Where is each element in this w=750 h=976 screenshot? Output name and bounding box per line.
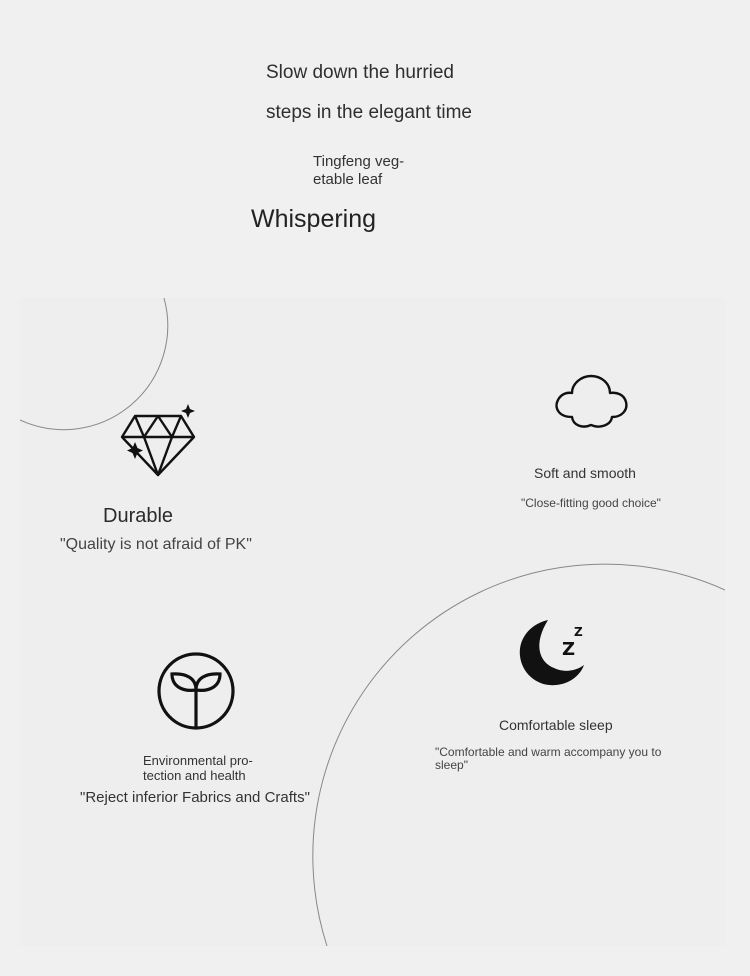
diamond-icon (118, 402, 198, 478)
cloud-icon (552, 373, 630, 431)
environment-title (143, 753, 263, 783)
sleep-quote: "Comfortable and warm accompany you to sleep" (435, 745, 662, 772)
headline-line-2: steps in the elegant time (266, 102, 472, 123)
page-title: Whispering (251, 205, 377, 233)
environment-title-text: Environmental pro- tection and health (143, 753, 253, 783)
headline-line-1: Slow down the hurried (266, 62, 454, 83)
product-tag-text: Tingfeng veg- etable leaf (313, 153, 405, 188)
soft-quote: "Close-fitting good choice" (521, 496, 661, 510)
svg-text:Z: Z (562, 639, 576, 660)
environment-quote: "Reject inferior Fabrics and Crafts" (80, 789, 310, 806)
moon-zzz-icon (518, 618, 590, 690)
product-tag (313, 153, 433, 189)
soft-title: Soft and smooth (534, 465, 636, 481)
durable-title: Durable (103, 505, 174, 527)
sleep-title: Comfortable sleep (499, 717, 613, 733)
durable-quote: "Quality is not afraid of PK" (60, 536, 252, 553)
sprout-icon (154, 650, 238, 732)
svg-text:Z: Z (574, 625, 583, 639)
